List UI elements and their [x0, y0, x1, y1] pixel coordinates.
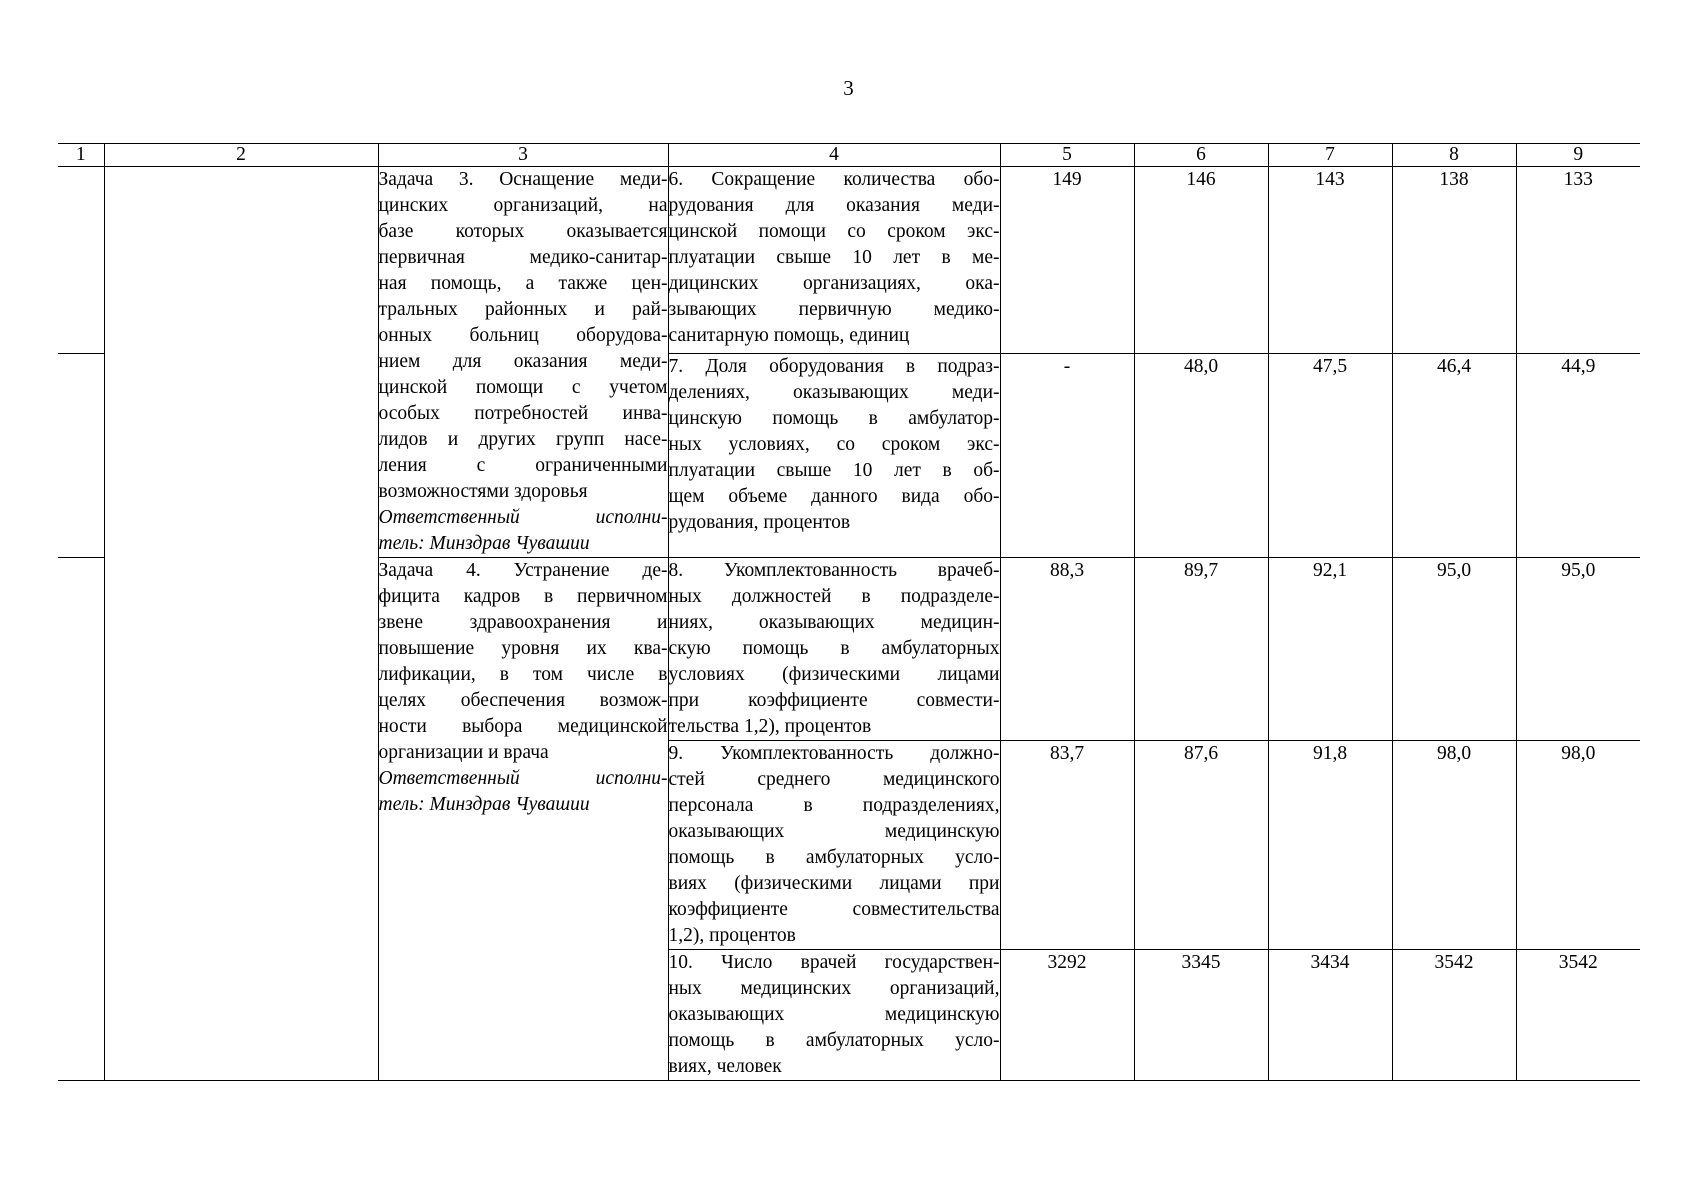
value-cell: 91,8: [1268, 741, 1392, 950]
value-cell: 92,1: [1268, 558, 1392, 741]
indicator-text: оказывающих медицинскую: [668, 1004, 1000, 1025]
value-cell: 3542: [1392, 950, 1516, 1081]
indicator-text: коэффициенте совместительства: [668, 899, 1000, 920]
value-cell: 133: [1516, 167, 1640, 354]
value-cell: 3292: [1000, 950, 1134, 1081]
indicator-text: помощь в амбулаторных усло-: [668, 1030, 1000, 1051]
header-cell: 1: [58, 144, 104, 167]
header-cell: 2: [104, 144, 378, 167]
value-cell: -: [1000, 354, 1134, 558]
indicator-text: ных должностей в подразделе-: [668, 586, 1000, 607]
indicator-text: рудования для оказания меди-: [668, 195, 1000, 216]
indicator-text: щем объеме данного вида обо-: [668, 486, 1000, 508]
indicator-text: делениях, оказывающих меди-: [668, 382, 1000, 404]
header-cell: 7: [1268, 144, 1392, 167]
task-text: нием для оказания меди-: [378, 351, 668, 372]
task-text: звене здравоохранения и: [378, 612, 668, 633]
task-text: организации и врача: [378, 742, 549, 763]
value-cell: 95,0: [1516, 558, 1640, 741]
header-cell: 8: [1392, 144, 1516, 167]
indicator-text: плуатации свыше 10 лет в об-: [668, 460, 1000, 482]
value-cell: 89,7: [1134, 558, 1268, 741]
task-text: особых потребностей инва-: [378, 403, 668, 424]
row-number-cell: [58, 167, 104, 354]
indicator-10-cell: [668, 950, 1000, 1081]
indicator-text: ниях, оказывающих медицин-: [668, 612, 1000, 633]
responsible-executor: Ответственный исполни-: [378, 768, 668, 789]
task-text: лидов и других групп насе-: [378, 429, 668, 450]
task-text: ная помощь, а также цен-: [378, 273, 668, 294]
responsible-executor: Ответственный исполни-: [378, 507, 668, 528]
page-number: 3: [843, 76, 854, 100]
value-cell: 149: [1000, 167, 1134, 354]
indicator-text: скую помощь в амбулаторных: [668, 638, 1000, 659]
indicator-text: стей среднего медицинского: [668, 769, 1000, 790]
task-text: лификации, в том числе в: [378, 664, 668, 685]
value-cell: 143: [1268, 167, 1392, 354]
indicator-text: зывающих первичную медико-: [668, 299, 1000, 320]
header-cell: 4: [668, 144, 1000, 167]
indicator-text: оказывающих медицинскую: [668, 821, 1000, 842]
indicator-text: 1,2), процентов: [668, 925, 796, 946]
indicator-text: 7. Доля оборудования в подраз-: [668, 356, 1000, 378]
row-number-cell: [58, 558, 104, 1081]
value-cell: 46,4: [1392, 354, 1516, 558]
indicator-text: плуатации свыше 10 лет в ме-: [668, 247, 1000, 268]
value-cell: 3434: [1268, 950, 1392, 1081]
task-text: цинской помощи с учетом: [378, 377, 668, 398]
task-text: фицита кадров в первичном: [378, 586, 668, 607]
value-cell: 87,6: [1134, 741, 1268, 950]
header-cell: 9: [1516, 144, 1640, 167]
value-cell: 88,3: [1000, 558, 1134, 741]
indicator-text: 10. Число врачей государствен-: [668, 952, 1000, 973]
value-cell: 95,0: [1392, 558, 1516, 741]
task-text: ления с ограниченными: [378, 455, 668, 476]
indicator-text: помощь в амбулаторных усло-: [668, 847, 1000, 868]
header-cell: 5: [1000, 144, 1134, 167]
value-cell: 48,0: [1134, 354, 1268, 558]
value-cell: 44,9: [1516, 354, 1640, 558]
indicator-text: 6. Сокращение количества обо-: [668, 169, 1000, 190]
table-row: [58, 167, 1640, 354]
value-cell: 146: [1134, 167, 1268, 354]
indicator-text: условиях (физическими лицами: [668, 664, 1000, 685]
task-text: тральных районных и рай-: [378, 299, 668, 320]
value-cell: 3345: [1134, 950, 1268, 1081]
task-text: ности выбора медицинской: [378, 716, 668, 737]
task-text: базе которых оказывается: [378, 221, 668, 242]
responsible-executor: тель: Минздрав Чувашии: [378, 533, 590, 554]
indicator-text: ных условиях, со сроком экс-: [668, 434, 1000, 456]
indicator-7-cell: [668, 354, 1000, 558]
indicator-8-cell: [668, 558, 1000, 741]
task-text: онных больниц оборудова-: [378, 325, 668, 346]
indicator-text: рудования, процентов: [668, 512, 851, 534]
header-cell: 3: [378, 144, 668, 167]
indicators-table: [58, 143, 1640, 1081]
value-cell: 83,7: [1000, 741, 1134, 950]
indicator-text: при коэффициенте совмести-: [668, 690, 1000, 711]
indicator-9-cell: [668, 741, 1000, 950]
task-text: первичная медико-санитар-: [378, 247, 668, 268]
value-cell: 138: [1392, 167, 1516, 354]
indicator-text: ных медицинских организаций,: [668, 978, 1000, 999]
indicator-text: санитарную помощь, единиц: [668, 325, 910, 346]
task-4-cell: [378, 558, 668, 1081]
task-text: целях обеспечения возмож-: [378, 690, 668, 711]
indicator-text: персонала в подразделениях,: [668, 795, 1000, 816]
value-cell: 98,0: [1516, 741, 1640, 950]
indicator-text: тельства 1,2), процентов: [668, 716, 872, 737]
indicator-text: цинской помощи со сроком экс-: [668, 221, 1000, 242]
indicator-6-cell: [668, 167, 1000, 354]
program-cell: [104, 167, 378, 1081]
indicator-text: виях (физическими лицами при: [668, 873, 1000, 894]
indicator-text: 8. Укомплектованность врачеб-: [668, 560, 1000, 581]
value-cell: 47,5: [1268, 354, 1392, 558]
header-row: [58, 144, 1640, 167]
indicator-text: дицинских организациях, ока-: [668, 273, 1000, 294]
value-cell: 98,0: [1392, 741, 1516, 950]
task-text: повышение уровня их ква-: [378, 638, 668, 659]
indicator-text: 9. Укомплектованность должно-: [668, 743, 1000, 764]
header-cell: 6: [1134, 144, 1268, 167]
responsible-executor: тель: Минздрав Чувашии: [378, 794, 590, 815]
row-number-cell: [58, 354, 104, 558]
task-text: возможностями здоровья: [378, 481, 588, 502]
task-3-cell: [378, 167, 668, 558]
task-text: Задача 3. Оснащение меди-: [378, 169, 668, 190]
indicator-text: цинскую помощь в амбулатор-: [668, 408, 1000, 430]
indicator-text: виях, человек: [668, 1056, 782, 1077]
value-cell: 3542: [1516, 950, 1640, 1081]
task-text: цинских организаций, на: [378, 195, 668, 216]
task-text: Задача 4. Устранение де-: [378, 560, 668, 581]
